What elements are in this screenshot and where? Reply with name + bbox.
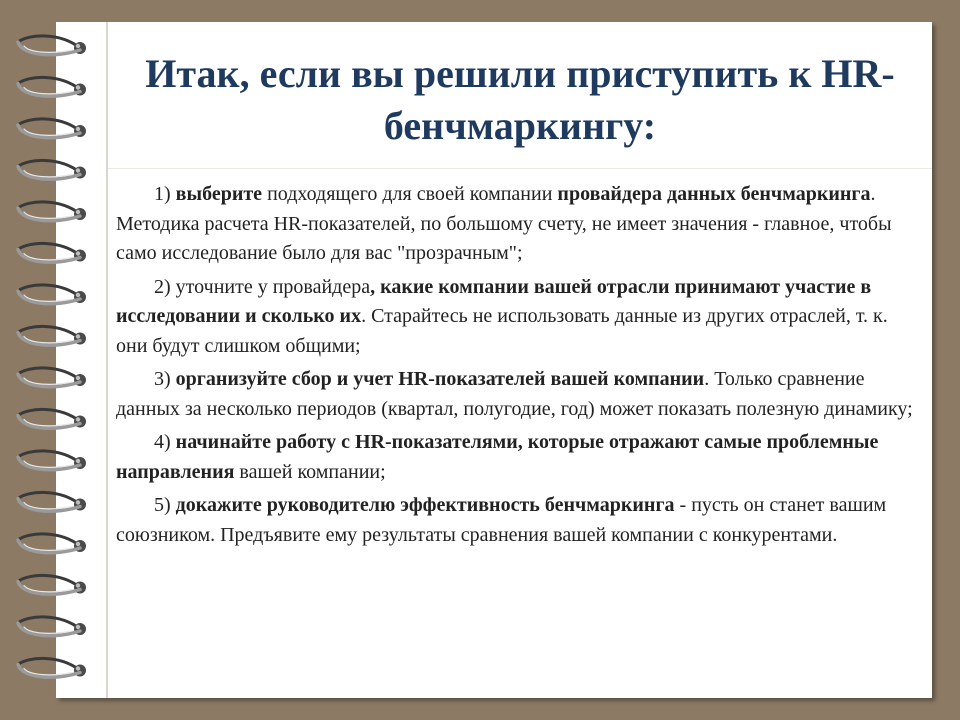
spiral-ring-icon: [18, 36, 86, 55]
item-emphasis: организуйте сбор и учет HR-показателей вашей компании: [175, 368, 705, 390]
item-text: подходящего для своей компании: [262, 183, 558, 205]
spiral-ring-icon: [18, 202, 86, 221]
item-text: . Только сравнение данных за несколько периодов (квартал, полугодие, год) может показать полезную динамику;: [116, 368, 913, 420]
title-divider: [108, 168, 932, 169]
list-item-2: [116, 273, 916, 362]
spiral-ring-icon: [18, 326, 86, 345]
item-emphasis: выберите: [175, 183, 263, 205]
slide-title: Итак, если вы решили приступить к HR-бенчмаркингу:: [145, 51, 895, 148]
item-number: 1): [154, 183, 171, 205]
item-text: - пусть он станет вашим союзником. Предъявите ему результаты сравнения вашей компании с конкурентами.: [116, 494, 887, 546]
list-item-5: [116, 491, 916, 550]
spiral-ring-icon: [18, 575, 86, 594]
spiral-ring-icon: [18, 617, 86, 636]
list-item-3: [116, 365, 916, 424]
item-text: . Старайтесь не использовать данные из других отраслей, т. к. они будут слишком общими;: [116, 305, 888, 357]
list-item-4: [116, 428, 916, 487]
spiral-binding-icon: [0, 0, 100, 720]
item-text: . Методика расчета HR-показателей, по большому счету, не имеет значения - главное, чтобы само исследование было для вас "прозрачным";: [116, 183, 892, 264]
item-emphasis: начинайте работу с HR-показателями, которые отражают самые проблемные направления: [116, 431, 879, 483]
item-number: 3): [154, 368, 171, 390]
item-text: вашей компании;: [234, 460, 386, 483]
spiral-ring-icon: [18, 451, 86, 470]
slide-content: [116, 180, 916, 554]
spiral-ring-icon: [18, 368, 86, 387]
list-item-1: [116, 180, 916, 269]
spiral-ring-icon: [18, 160, 86, 179]
spiral-ring-icon: [18, 409, 86, 428]
item-number: 2): [154, 275, 171, 298]
spiral-ring-icon: [18, 119, 86, 138]
spiral-ring-icon: [18, 534, 86, 553]
spiral-ring-icon: [18, 492, 86, 511]
spiral-ring-icon: [18, 658, 86, 677]
item-text: уточните у провайдера: [170, 275, 371, 298]
item-emphasis: докажите руководителю эффективность бенчмаркинга: [175, 494, 675, 516]
item-number: 4): [154, 431, 171, 453]
spiral-ring-icon: [18, 77, 86, 96]
item-emphasis: , какие компании вашей отрасли принимают участие в исследовании и сколько их: [116, 275, 872, 327]
spiral-ring-icon: [18, 243, 86, 262]
item-emphasis: провайдера данных бенчмаркинга: [557, 183, 871, 205]
spiral-ring-icon: [18, 285, 86, 304]
item-number: 5): [154, 494, 171, 516]
